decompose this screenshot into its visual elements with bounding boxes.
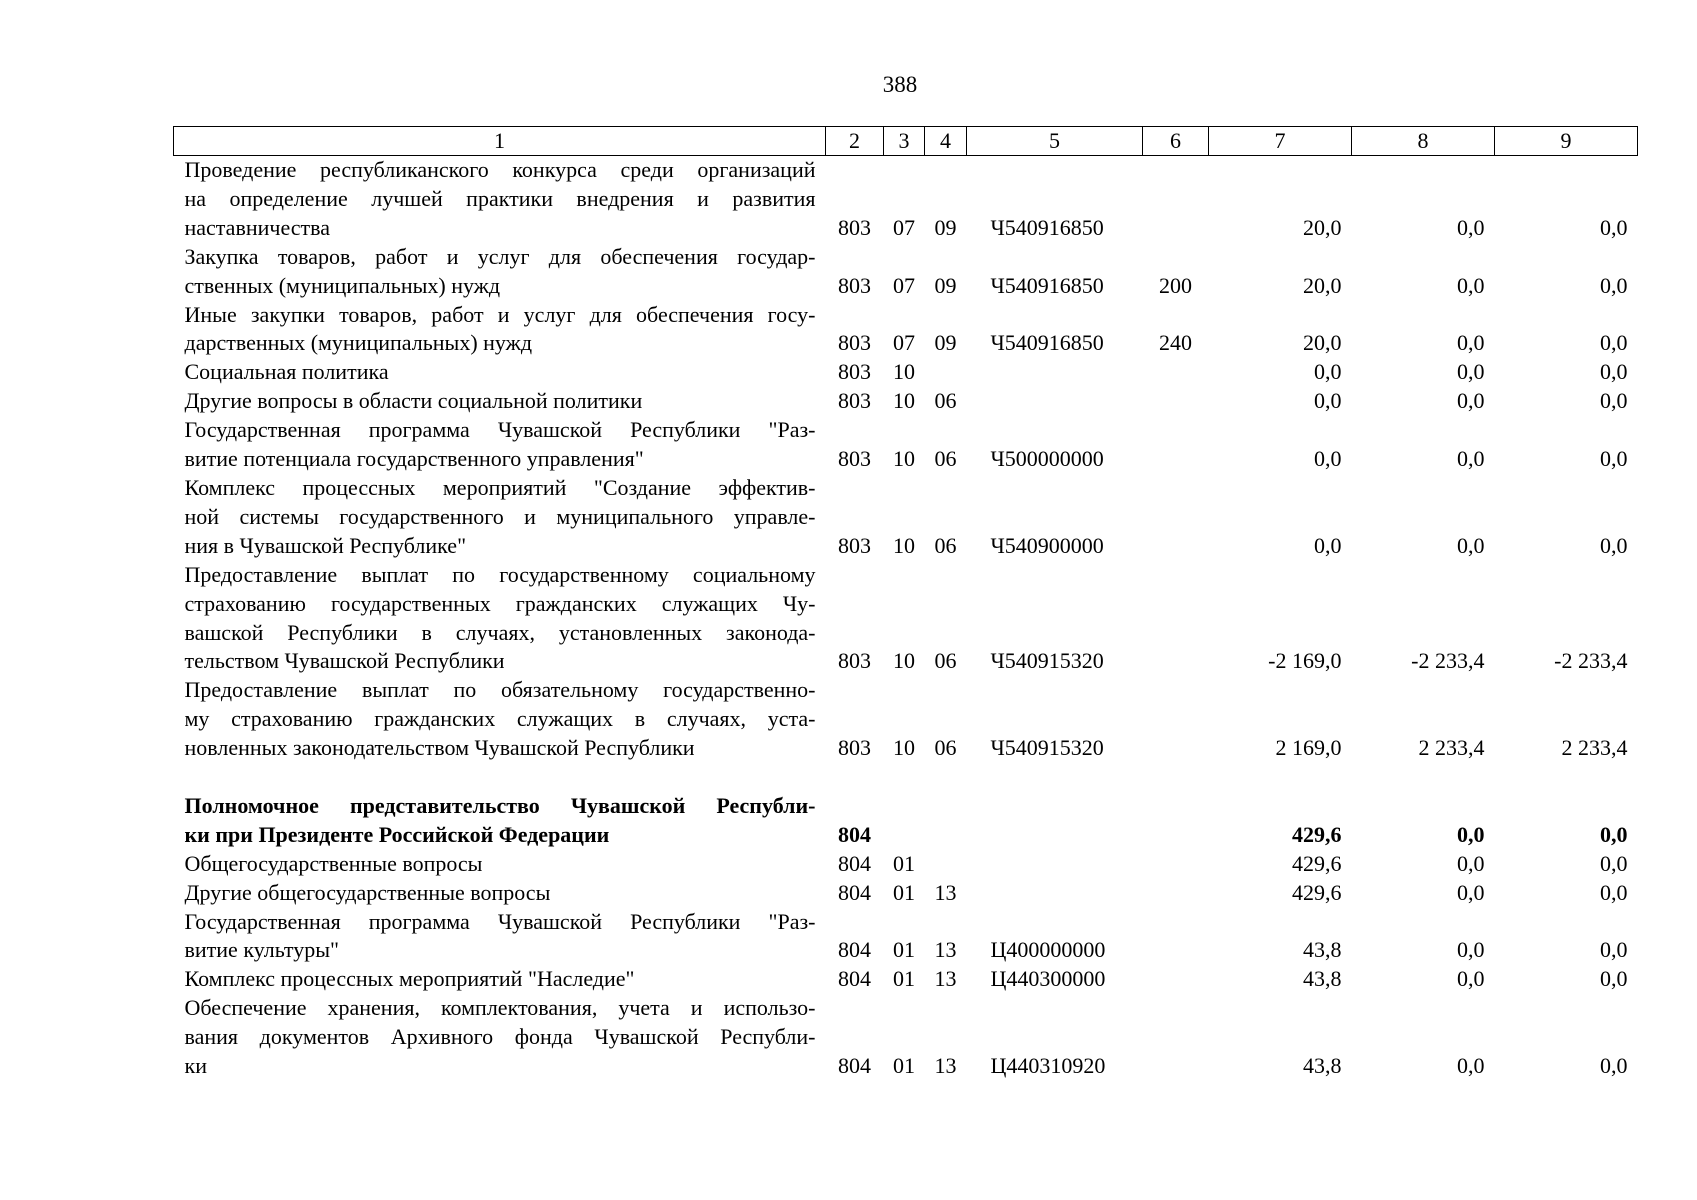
cell-expense-type (1143, 416, 1209, 474)
cell-section: 01 (893, 1053, 915, 1079)
cell-amount-3: 0,0 (1600, 532, 1628, 558)
cell-expense-type (1143, 908, 1209, 966)
table-row (174, 474, 1638, 561)
cell-expense-type (1143, 965, 1209, 994)
header-row (174, 127, 1638, 156)
cell-target-article: Ч540916850 (990, 330, 1104, 356)
cell-amount-2: 0,0 (1457, 1053, 1485, 1079)
cell-amount-1: 43,8 (1303, 937, 1342, 963)
row-name-line: Проведение республиканского конкурса среди организаций (184, 157, 816, 182)
cell-subsection: 09 (934, 272, 957, 298)
row-name (174, 908, 826, 966)
cell-target-article: Ч540915320 (990, 735, 1104, 761)
cell-target-article: Ц440300000 (990, 966, 1106, 992)
cell-section: 01 (893, 879, 915, 905)
cell-expense-type (1143, 358, 1209, 387)
row-name-line: витие потенциала государственного управления" (184, 446, 644, 472)
table-row (174, 387, 1638, 416)
cell-subsection: 09 (934, 330, 957, 356)
cell-target-article (967, 879, 1143, 908)
cell-amount-1: 429,6 (1292, 821, 1342, 847)
cell-amount-1: 429,6 (1292, 850, 1342, 876)
cell-amount-3: 0,0 (1600, 330, 1628, 356)
row-name-line: ния в Чувашской Республике" (184, 532, 467, 558)
table-row (174, 850, 1638, 879)
cell-target-article: Ч540916850 (990, 214, 1104, 240)
table-row (174, 879, 1638, 908)
table-row (174, 301, 1638, 359)
cell-ministry: 803 (838, 359, 871, 385)
cell-subsection: 13 (934, 879, 957, 905)
row-name (174, 994, 826, 1081)
cell-amount-2: 0,0 (1457, 388, 1485, 414)
cell-target-article: Ц440310920 (990, 1053, 1106, 1079)
cell-ministry: 803 (838, 214, 871, 240)
cell-section: 10 (893, 648, 915, 674)
cell-target-article (967, 792, 1143, 850)
row-name-line: Комплекс процессных мероприятий "Наследие" (184, 966, 635, 992)
cell-target-article: Ц400000000 (990, 937, 1106, 963)
cell-ministry: 804 (838, 879, 871, 905)
cell-section: 01 (893, 850, 915, 876)
cell-amount-2: 0,0 (1457, 330, 1485, 356)
spacer-cell (174, 763, 1638, 792)
budget-table (173, 126, 1638, 1081)
cell-ministry: 804 (838, 850, 871, 876)
cell-amount-3: 0,0 (1600, 937, 1628, 963)
row-name-line: Государственная программа Чувашской Республики "Раз- (184, 417, 816, 443)
cell-amount-3: 0,0 (1600, 388, 1628, 414)
page-number: 388 (882, 72, 918, 97)
table-row (174, 994, 1638, 1081)
cell-amount-3: 0,0 (1600, 272, 1628, 298)
cell-amount-2: -2 233,4 (1411, 648, 1485, 674)
cell-section: 07 (893, 214, 915, 240)
cell-amount-3: -2 233,4 (1554, 648, 1628, 674)
row-name (174, 965, 826, 994)
cell-amount-2: 0,0 (1457, 272, 1485, 298)
cell-subsection: 09 (934, 214, 957, 240)
cell-amount-1: 20,0 (1303, 214, 1342, 240)
row-name-line: Государственная программа Чувашской Республики "Раз- (184, 908, 816, 934)
cell-target-article: Ч540900000 (990, 532, 1104, 558)
cell-ministry: 804 (838, 821, 871, 847)
row-name-line: страхованию государственных гражданских служащих Чу- (184, 590, 816, 616)
cell-subsection (925, 358, 967, 387)
cell-expense-type: 200 (1159, 272, 1192, 298)
cell-section: 10 (893, 532, 915, 558)
row-name-line: Полномочное представительство Чувашской Республи- (184, 792, 816, 818)
cell-expense-type (1143, 156, 1209, 243)
cell-amount-2: 0,0 (1457, 937, 1485, 963)
cell-amount-3: 0,0 (1600, 214, 1628, 240)
cell-subsection: 06 (934, 388, 957, 414)
cell-amount-1: 43,8 (1303, 1053, 1342, 1079)
row-name (174, 301, 826, 359)
row-name (174, 416, 826, 474)
row-name-line: Социальная политика (184, 359, 389, 385)
cell-amount-3: 0,0 (1600, 879, 1628, 905)
cell-amount-1: 43,8 (1303, 966, 1342, 992)
row-name (174, 676, 826, 763)
cell-amount-2: 0,0 (1457, 214, 1485, 240)
table-row (174, 416, 1638, 474)
table-body (174, 156, 1638, 1081)
cell-amount-2: 0,0 (1457, 532, 1485, 558)
header-cell: 1 (174, 127, 826, 156)
cell-expense-type: 240 (1159, 330, 1192, 356)
row-name-line: ки (184, 1053, 207, 1079)
row-name-line: тельством Чувашской Республики (184, 648, 505, 674)
cell-section: 01 (893, 966, 915, 992)
cell-section: 10 (893, 735, 915, 761)
cell-section: 01 (893, 937, 915, 963)
cell-amount-1: 2 169,0 (1275, 735, 1342, 761)
row-name-line: вания документов Архивного фонда Чувашской Республи- (184, 1024, 816, 1050)
cell-expense-type (1143, 792, 1209, 850)
row-name-line: Закупка товаров, работ и услуг для обеспечения государ- (184, 243, 816, 269)
cell-amount-1: 0,0 (1314, 532, 1342, 558)
cell-ministry: 804 (838, 937, 871, 963)
row-name-line: ки при Президенте Российской Федерации (184, 821, 610, 847)
row-name-line: Другие общегосударственные вопросы (184, 879, 551, 905)
cell-amount-1: 429,6 (1292, 879, 1342, 905)
row-name-line: ной системы государственного и муниципального управле- (184, 503, 816, 529)
cell-amount-2: 0,0 (1457, 850, 1485, 876)
row-name (174, 243, 826, 301)
cell-amount-2: 2 233,4 (1418, 735, 1485, 761)
cell-subsection: 13 (934, 937, 957, 963)
cell-amount-2: 0,0 (1457, 821, 1485, 847)
header-cell: 5 (967, 127, 1143, 156)
cell-section: 07 (893, 330, 915, 356)
table-row (174, 965, 1638, 994)
cell-target-article (967, 850, 1143, 879)
row-name-line: витие культуры" (184, 937, 339, 963)
cell-amount-2: 0,0 (1457, 879, 1485, 905)
cell-ministry: 804 (838, 1053, 871, 1079)
cell-amount-1: 0,0 (1314, 446, 1342, 472)
row-name (174, 474, 826, 561)
table-row (174, 243, 1638, 301)
row-name-line: Комплекс процессных мероприятий "Создание эффектив- (184, 474, 816, 500)
header-cell: 6 (1143, 127, 1209, 156)
row-name-line: вашской Республики в случаях, установленных законода- (184, 619, 816, 645)
cell-target-article: Ч540915320 (990, 648, 1104, 674)
row-name-line: наставничества (184, 214, 331, 240)
cell-expense-type (1143, 474, 1209, 561)
cell-ministry: 804 (838, 966, 871, 992)
header-cell: 9 (1495, 127, 1638, 156)
cell-expense-type (1143, 676, 1209, 763)
row-name-line: новленных законодательством Чувашской Республики (184, 735, 695, 761)
cell-expense-type (1143, 879, 1209, 908)
cell-amount-2: 0,0 (1457, 966, 1485, 992)
table-row (174, 676, 1638, 763)
cell-ministry: 803 (838, 648, 871, 674)
cell-expense-type (1143, 994, 1209, 1081)
cell-ministry: 803 (838, 272, 871, 298)
cell-amount-1: 0,0 (1314, 359, 1342, 385)
cell-ministry: 803 (838, 735, 871, 761)
table-row (174, 908, 1638, 966)
table-row (174, 561, 1638, 677)
cell-subsection (925, 850, 967, 879)
row-name-line: му страхованию гражданских служащих в случаях, уста- (184, 706, 816, 732)
row-name (174, 387, 826, 416)
cell-subsection: 06 (934, 532, 957, 558)
row-name-line: на определение лучшей практики внедрения и развития (184, 185, 816, 211)
cell-ministry: 803 (838, 532, 871, 558)
cell-subsection: 13 (934, 966, 957, 992)
cell-amount-1: 20,0 (1303, 272, 1342, 298)
row-name (174, 156, 826, 243)
table-row (174, 792, 1638, 850)
cell-subsection: 06 (934, 648, 957, 674)
cell-amount-3: 0,0 (1600, 821, 1628, 847)
row-name-line: Обеспечение хранения, комплектования, учета и использо- (184, 995, 816, 1021)
row-name (174, 792, 826, 850)
cell-expense-type (1143, 561, 1209, 677)
cell-amount-1: 20,0 (1303, 330, 1342, 356)
cell-amount-1: 0,0 (1314, 388, 1342, 414)
header-cell: 2 (826, 127, 884, 156)
row-name (174, 561, 826, 677)
cell-amount-2: 0,0 (1457, 446, 1485, 472)
row-name (174, 358, 826, 387)
cell-amount-3: 0,0 (1600, 850, 1628, 876)
cell-amount-3: 2 233,4 (1561, 735, 1628, 761)
cell-ministry: 803 (838, 330, 871, 356)
cell-target-article (967, 358, 1143, 387)
cell-amount-3: 0,0 (1600, 1053, 1628, 1079)
row-name-line: ственных (муниципальных) нужд (184, 272, 501, 298)
cell-amount-3: 0,0 (1600, 446, 1628, 472)
cell-target-article (967, 387, 1143, 416)
cell-target-article: Ч540916850 (990, 272, 1104, 298)
row-name-line: Общегосударственные вопросы (184, 850, 483, 876)
cell-section (884, 792, 925, 850)
header-cell: 8 (1352, 127, 1495, 156)
row-name-line: Иные закупки товаров, работ и услуг для обеспечения госу- (184, 301, 816, 327)
cell-amount-3: 0,0 (1600, 359, 1628, 385)
cell-amount-2: 0,0 (1457, 359, 1485, 385)
cell-subsection: 06 (934, 446, 957, 472)
cell-amount-3: 0,0 (1600, 966, 1628, 992)
spacer-row (174, 763, 1638, 792)
cell-ministry: 803 (838, 446, 871, 472)
header-cell: 4 (925, 127, 967, 156)
header-cell: 7 (1209, 127, 1352, 156)
cell-subsection: 06 (934, 735, 957, 761)
cell-subsection (925, 792, 967, 850)
cell-section: 10 (893, 388, 915, 414)
row-name (174, 850, 826, 879)
cell-section: 07 (893, 272, 915, 298)
row-name-line: дарственных (муниципальных) нужд (184, 330, 533, 356)
cell-target-article: Ч500000000 (990, 446, 1104, 472)
header-cell: 3 (884, 127, 925, 156)
table-row (174, 156, 1638, 243)
cell-ministry: 803 (838, 388, 871, 414)
row-name (174, 879, 826, 908)
row-name-line: Предоставление выплат по государственному социальному (184, 561, 816, 587)
row-name-line: Предоставление выплат по обязательному государственно- (184, 677, 816, 703)
row-name-line: Другие вопросы в области социальной политики (184, 388, 643, 414)
cell-amount-1: -2 169,0 (1268, 648, 1342, 674)
cell-section: 10 (893, 446, 915, 472)
cell-expense-type (1143, 850, 1209, 879)
table-row (174, 358, 1638, 387)
cell-subsection: 13 (934, 1053, 957, 1079)
cell-expense-type (1143, 387, 1209, 416)
cell-section: 10 (893, 359, 915, 385)
